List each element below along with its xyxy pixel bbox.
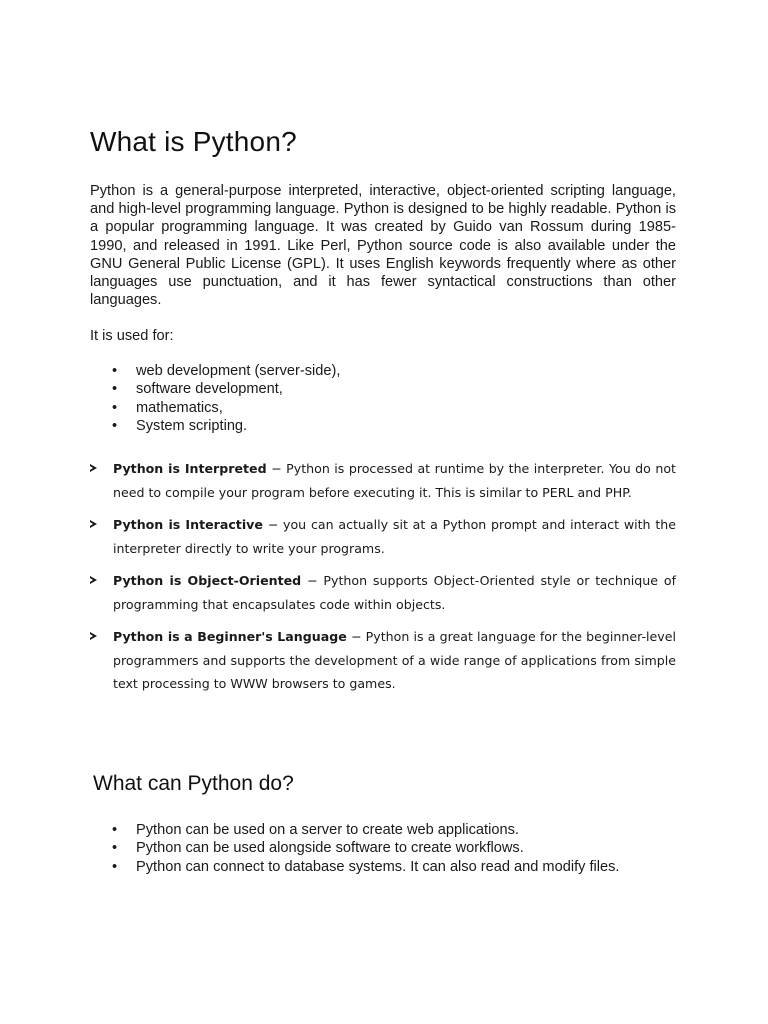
list-item: • mathematics, [112, 399, 223, 416]
feature-item-beginner [90, 625, 676, 696]
bullet-icon: • [112, 858, 118, 875]
section-heading: What can Python do? [93, 772, 294, 795]
feature-title: Python is a Beginner's Language [113, 629, 347, 644]
feature-title: Python is Interpreted [113, 461, 267, 476]
bullet-icon: • [112, 822, 118, 838]
bullet-icon: • [112, 363, 118, 379]
list-item: • Python can be used on a server to create web applications. [112, 822, 519, 838]
feature-title: Python is Interactive [113, 517, 263, 532]
feature-item-interactive [90, 513, 676, 560]
intro-paragraph: Python is a general-purpose interpreted, interactive, object-oriented scripting language, and high-level programming language. Python is designed to be highly readable. Python is a popular programming language. It was created by Guido van Rossum during 1985- 1990, and released in 1991. Like Perl, Python source code is also available under the GNU General Public License (GPL). It uses English keywords frequently where as other languages use punctuation, and it has fewer syntactical constructions than other languages. [90, 183, 676, 309]
arrow-bullet-icon [90, 632, 97, 640]
feature-text: − you can actually sit at a Python prompt and interact with the interpreter directly to write your programs. [113, 517, 676, 556]
page-title: What is Python? [90, 126, 297, 157]
feature-text: − Python supports Object-Oriented style or technique of programming that encapsulates code within objects. [113, 573, 677, 612]
bullet-icon: • [112, 417, 118, 434]
feature-text: − Python is processed at runtime by the interpreter. You do not need to compile your program before executing it. This is similar to PERL and PHP. [113, 461, 676, 500]
arrow-bullet-icon [90, 464, 97, 472]
arrow-bullet-icon [90, 520, 97, 528]
feature-item-object-oriented [90, 569, 676, 616]
used-for-label: It is used for: [90, 328, 174, 344]
feature-text: − Python is a great language for the beginner-level programmers and supports the development of a wide range of applications from simple text processing to WWW browsers to games. [113, 629, 676, 691]
list-item: • Python can connect to database systems. It can also read and modify files. [112, 858, 620, 875]
arrow-bullet-icon [90, 576, 97, 584]
bullet-icon: • [112, 381, 118, 398]
list-item: • Python can be used alongside software to create workflows. [112, 840, 524, 857]
bullet-icon: • [112, 840, 118, 857]
feature-item-interpreted [90, 457, 676, 504]
list-item: • web development (server-side), [112, 363, 341, 379]
feature-list [90, 457, 676, 705]
can-do-list [90, 821, 636, 876]
list-item: • software development, [112, 381, 283, 398]
list-item: • System scripting. [112, 417, 248, 434]
feature-title: Python is Object-Oriented [113, 573, 302, 588]
uses-list [90, 362, 636, 435]
bullet-icon: • [112, 399, 118, 416]
